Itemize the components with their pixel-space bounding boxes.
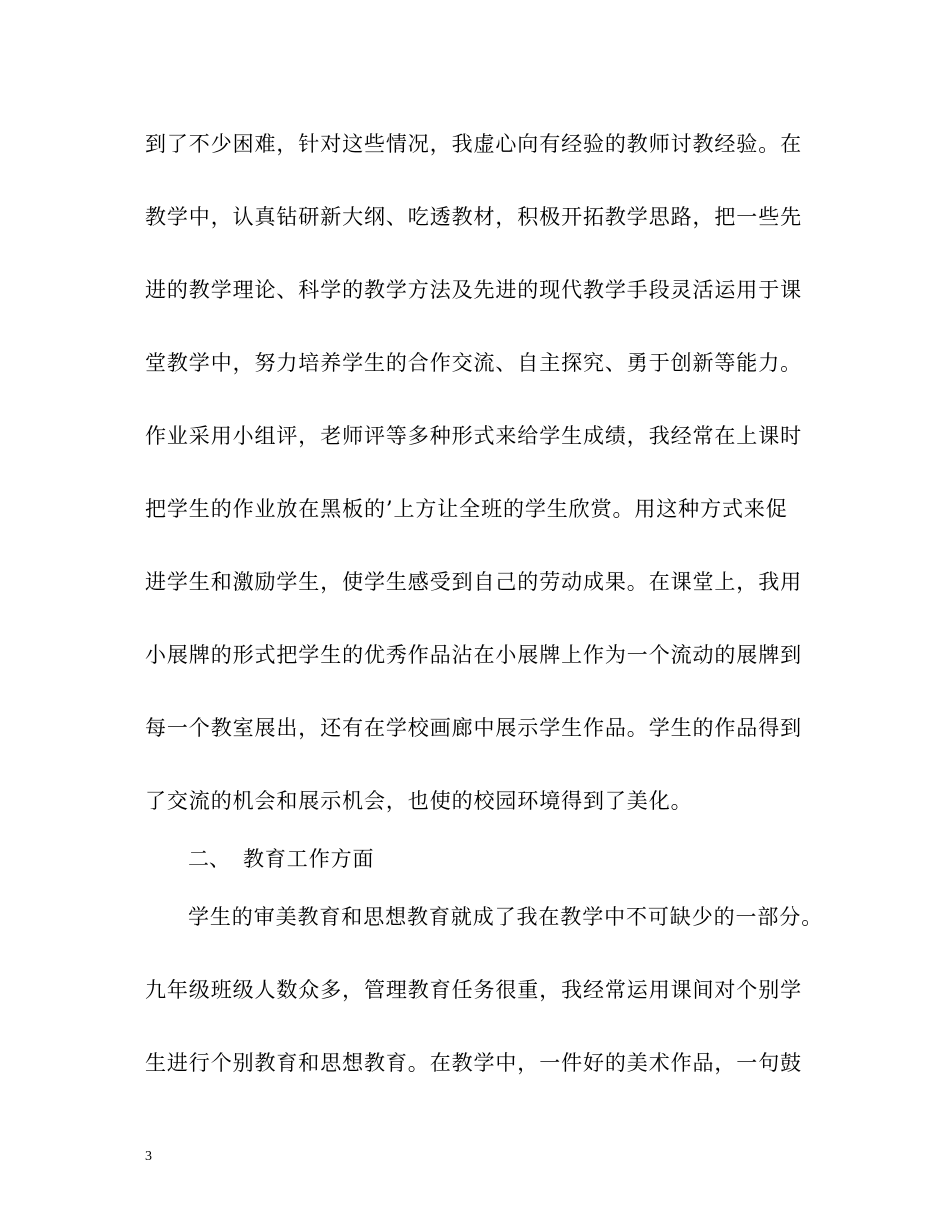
body-line-1: 到了不少困难，针对这些情况，我虚心向有经验的教师讨教经验。在 [145, 132, 802, 156]
section-line-3: 生进行个别教育和思想教育。在教学中，一件好的美术作品，一句鼓 [145, 1051, 802, 1075]
body-line-4: 堂教学中，努力培养学生的合作交流、自主探究、勇于创新等能力。 [145, 351, 802, 375]
body-line-2: 教学中，认真钻研新大纲、吃透教材，积极开拓教学思路，把一些先 [145, 205, 802, 229]
body-line-8: 小展牌的形式把学生的优秀作品沾在小展牌上作为一个流动的展牌到 [145, 643, 802, 667]
body-line-6: 把学生的作业放在黑板的’上方让全班的学生欣赏。用这种方式来促 [145, 497, 788, 521]
page-number: 3 [145, 1149, 152, 1164]
body-line-9: 每一个教室展出，还有在学校画廊中展示学生作品。学生的作品得到 [145, 716, 802, 740]
section-line-2: 九年级班级人数众多，管理教育任务很重，我经常运用课间对个别学 [145, 978, 802, 1002]
body-line-3: 进的教学理论、科学的教学方法及先进的现代教学手段灵活运用于课 [145, 278, 802, 302]
section-line-1: 学生的审美教育和思想教育就成了我在教学中不可缺少的一部分。 [188, 905, 824, 929]
body-line-5: 作业采用小组评，老师评等多种形式来给学生成绩，我经常在上课时 [145, 424, 802, 448]
section-heading-title: 教育工作方面 [243, 847, 375, 871]
section-heading-number: 二、 [188, 847, 230, 871]
body-line-7: 进学生和激励学生，使学生感受到自己的劳动成果。在课堂上，我用 [145, 570, 802, 594]
body-line-10: 了交流的机会和展示机会，也使的校园环境得到了美化。 [145, 789, 693, 813]
